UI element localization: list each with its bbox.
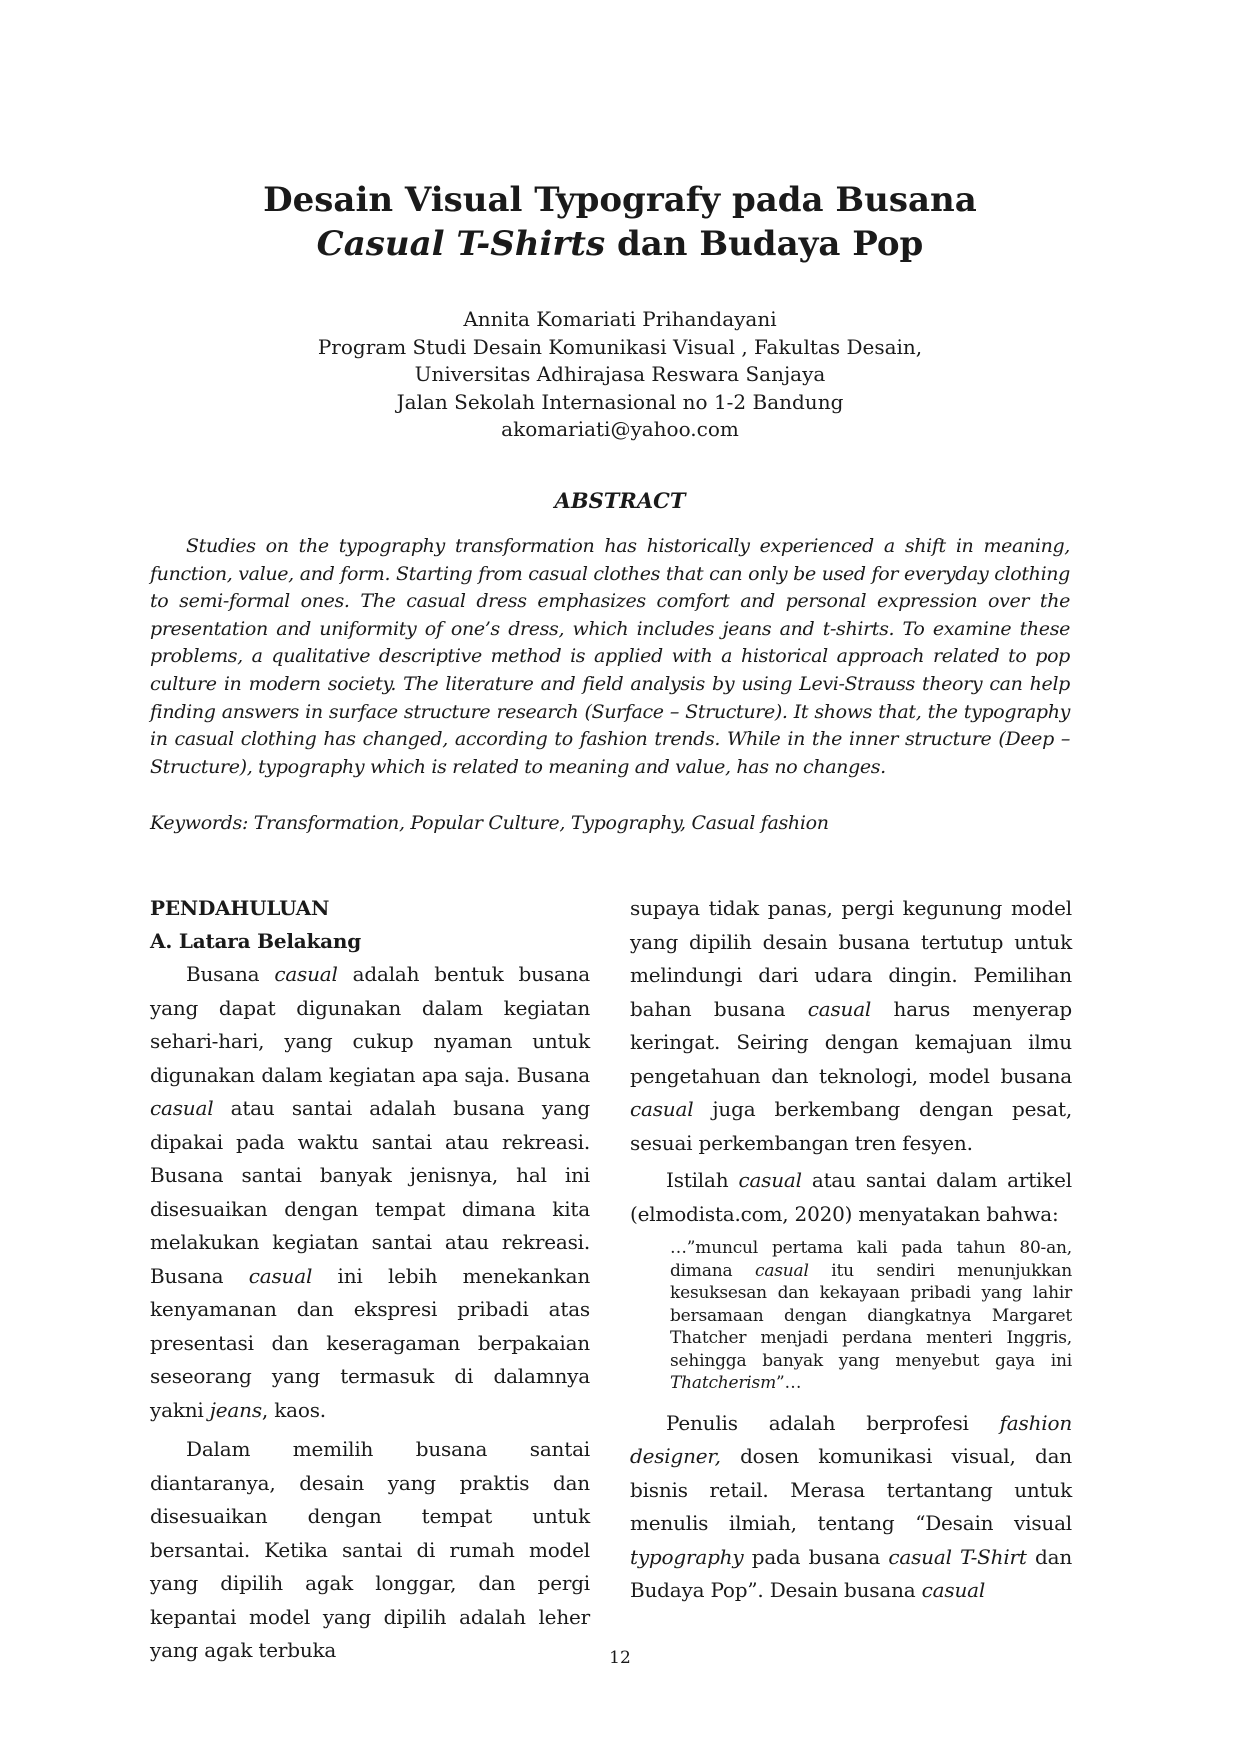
text-run: adalah bentuk busana yang dapat digunakan dalam kegiatan sehari-hari, yang cukup nyaman untuk digunakan dalam kegiatan apa saja. Busana [150, 962, 590, 1087]
italic-run: casual [921, 1578, 986, 1602]
italic-run: casual [248, 1263, 313, 1288]
italic-run: casual [274, 962, 338, 986]
text-run: Penulis adalah berprofesi [666, 1410, 1000, 1435]
left-column [150, 892, 590, 1668]
subsection-heading: A. Latara Belakang [150, 929, 362, 953]
italic-run: fashion designer, [630, 1410, 1072, 1468]
left-paragraph-2: Dalam memilih busana santai diantaranya, desain yang praktis dan disesuaikan dengan tempat untuk bersantai. Ketika santai di rumah model yang dipilih agak longgar, dan pergi kepantai model yang dipilih adalah leher yang agak terbuka [150, 1437, 590, 1662]
author-affiliation-2: Universitas Adhirajasa Reswara Sanjaya [414, 362, 826, 386]
section-heading: PENDAHULUAN [150, 896, 330, 920]
page-number: 12 [609, 1648, 631, 1668]
abstract-heading: ABSTRACT [554, 488, 686, 513]
author-name: Annita Komariati Prihandayani [463, 307, 777, 331]
text-run: dan Budaya Pop”. Desain busana [630, 1544, 1073, 1602]
italic-run: casual T-Shirt [888, 1544, 1027, 1569]
italic-run: casual [807, 996, 872, 1021]
right-paragraph-1 [630, 892, 1072, 1160]
block-quote [670, 1237, 1072, 1395]
author-affiliation-1: Program Studi Desain Komunikasi Visual , Fakultas Desain, [317, 334, 923, 359]
abstract-text: Studies on the typography transformation has historically experienced a shift in meaning, function, value, and form. Starting from casual clothes that can only be used for everyday clothing to semi-formal ones. The casual dress emphasizes comfort and personal expression over the presentation and uniformity of one’s dress, which includes jeans and t-shirts. To examine these problems, a qualitative descriptive method is applied with a historical approach related to pop culture in modern society. The literature and field analysis by using Levi-Strauss theory can help finding answers in surface structure research (Surface – Structure). It shows that, the typography in casual clothing has changed, according to fashion trends. While in the inner structure (Deep – Structure), typography which is related to meaning and value, has no changes. [150, 535, 1070, 778]
text-run: dosen komunikasi visual, dan bisnis retail. Merasa tertantang untuk menulis ilmiah, tentang “Desain visual [630, 1444, 1072, 1535]
right-paragraph-2 [630, 1164, 1072, 1231]
left-paragraph-1 [150, 958, 590, 1427]
text-run: pada busana [743, 1544, 889, 1569]
paper-title-line-2 [150, 222, 1090, 266]
right-paragraph-3 [630, 1407, 1072, 1608]
abstract-body [150, 533, 1070, 781]
text-run: atau santai dalam artikel (elmodista.com, 2020) menyatakan bahwa: [630, 1168, 1073, 1226]
italic-run: casual [630, 1097, 694, 1121]
text-run: harus menyerap keringat. Seiring dengan kemajuan ilmu pengetahuan dan teknologi, model busana [630, 996, 1072, 1088]
text-run: juga berkembang dengan pesat, sesuai perkembangan tren fesyen. [630, 1097, 1072, 1155]
paper-title-line-1: Desain Visual Typografy pada Busana [263, 180, 977, 220]
author-address: Jalan Sekolah Internasional no 1-2 Bandung [396, 389, 844, 414]
text-run: itu sendiri menunjukkan kesuksesan dan kekayaan pribadi yang lahir bersamaan dengan diangkatnya Margaret Thatcher menjadi perdana menteri Inggris, sehingga banyak yang menyebut gaya ini [670, 1260, 1072, 1371]
italic-run: casual [738, 1168, 802, 1192]
text-run: , kaos. [261, 1397, 326, 1422]
text-run: ini lebih menekankan kenyamanan dan ekspresi pribadi atas presentasi dan keseragaman berpakaian seseorang yang termasuk di dalamnya yakni [150, 1263, 590, 1422]
right-column [630, 892, 1072, 1608]
italic-run: typography [630, 1544, 744, 1569]
author-email: akomariati@yahoo.com [501, 417, 739, 441]
text-run: atau santai adalah busana yang dipakai pada waktu santai atau rekreasi. Busana santai banyak jenisnya, hal ini disesuaikan dengan tempat dimana kita melakukan kegiatan santai atau rekreasi. Busana [150, 1096, 590, 1288]
text-run: …”muncul pertama kali pada tahun 80-an, dimana [670, 1238, 1072, 1281]
keywords: Keywords: Transformation, Popular Culture, Typography, Casual fashion [150, 812, 829, 834]
italic-run: Thatcherism [670, 1373, 776, 1393]
text-run: supaya tidak panas, pergi kegunung model yang dipilih desain busana tertutup untuk melindungi dari udara dingin. Pemilihan bahan busana [630, 896, 1072, 1021]
italic-run: casual [755, 1260, 809, 1281]
title-rest: dan Budaya Pop [605, 224, 924, 264]
text-run: Busana [186, 962, 275, 986]
text-run: Istilah [666, 1168, 739, 1192]
italic-run: jeans [209, 1397, 262, 1422]
italic-run: casual [150, 1096, 214, 1120]
author-block [150, 306, 1090, 444]
text-run: ”… [776, 1373, 802, 1393]
title-italic-part: Casual T-Shirts [316, 224, 606, 264]
